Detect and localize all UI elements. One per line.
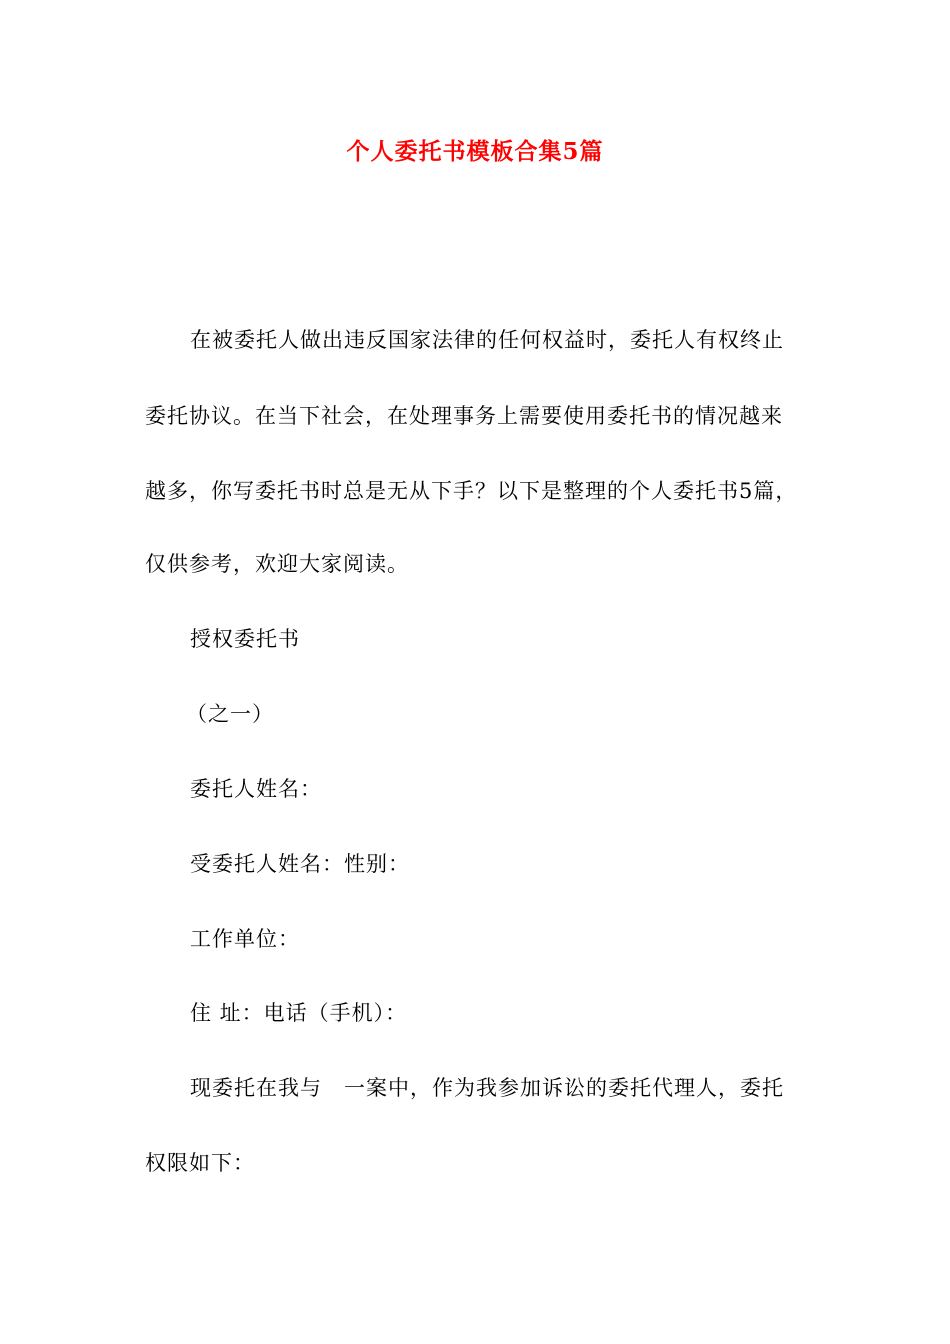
field-client-name: 委托人姓名： bbox=[190, 777, 322, 801]
intro-line-2: 委托协议。在当下社会，在处理事务上需要使用委托书的情况越来 bbox=[145, 404, 783, 428]
section-heading: 授权委托书 bbox=[190, 627, 300, 651]
intro-line-1: 在被委托人做出违反国家法律的任何权益时，委托人有权终止 bbox=[190, 328, 784, 352]
intro-line-4: 仅供参考，欢迎大家阅读。 bbox=[145, 552, 409, 576]
section-number: （之一） bbox=[186, 702, 274, 726]
field-work-unit: 工作单位： bbox=[190, 927, 300, 951]
document-title: 个人委托书模板合集5篇 bbox=[346, 138, 604, 165]
field-agent-name-gender: 受委托人姓名：性别： bbox=[190, 852, 410, 876]
intro-line-3: 越多，你写委托书时总是无从下手？以下是整理的个人委托书5篇， bbox=[145, 479, 798, 503]
body-line-1: 现委托在我与 一案中，作为我参加诉讼的委托代理人，委托 bbox=[190, 1076, 784, 1100]
field-address-phone: 住 址：电话（手机）： bbox=[190, 1001, 408, 1025]
body-line-2: 权限如下： bbox=[145, 1151, 255, 1175]
